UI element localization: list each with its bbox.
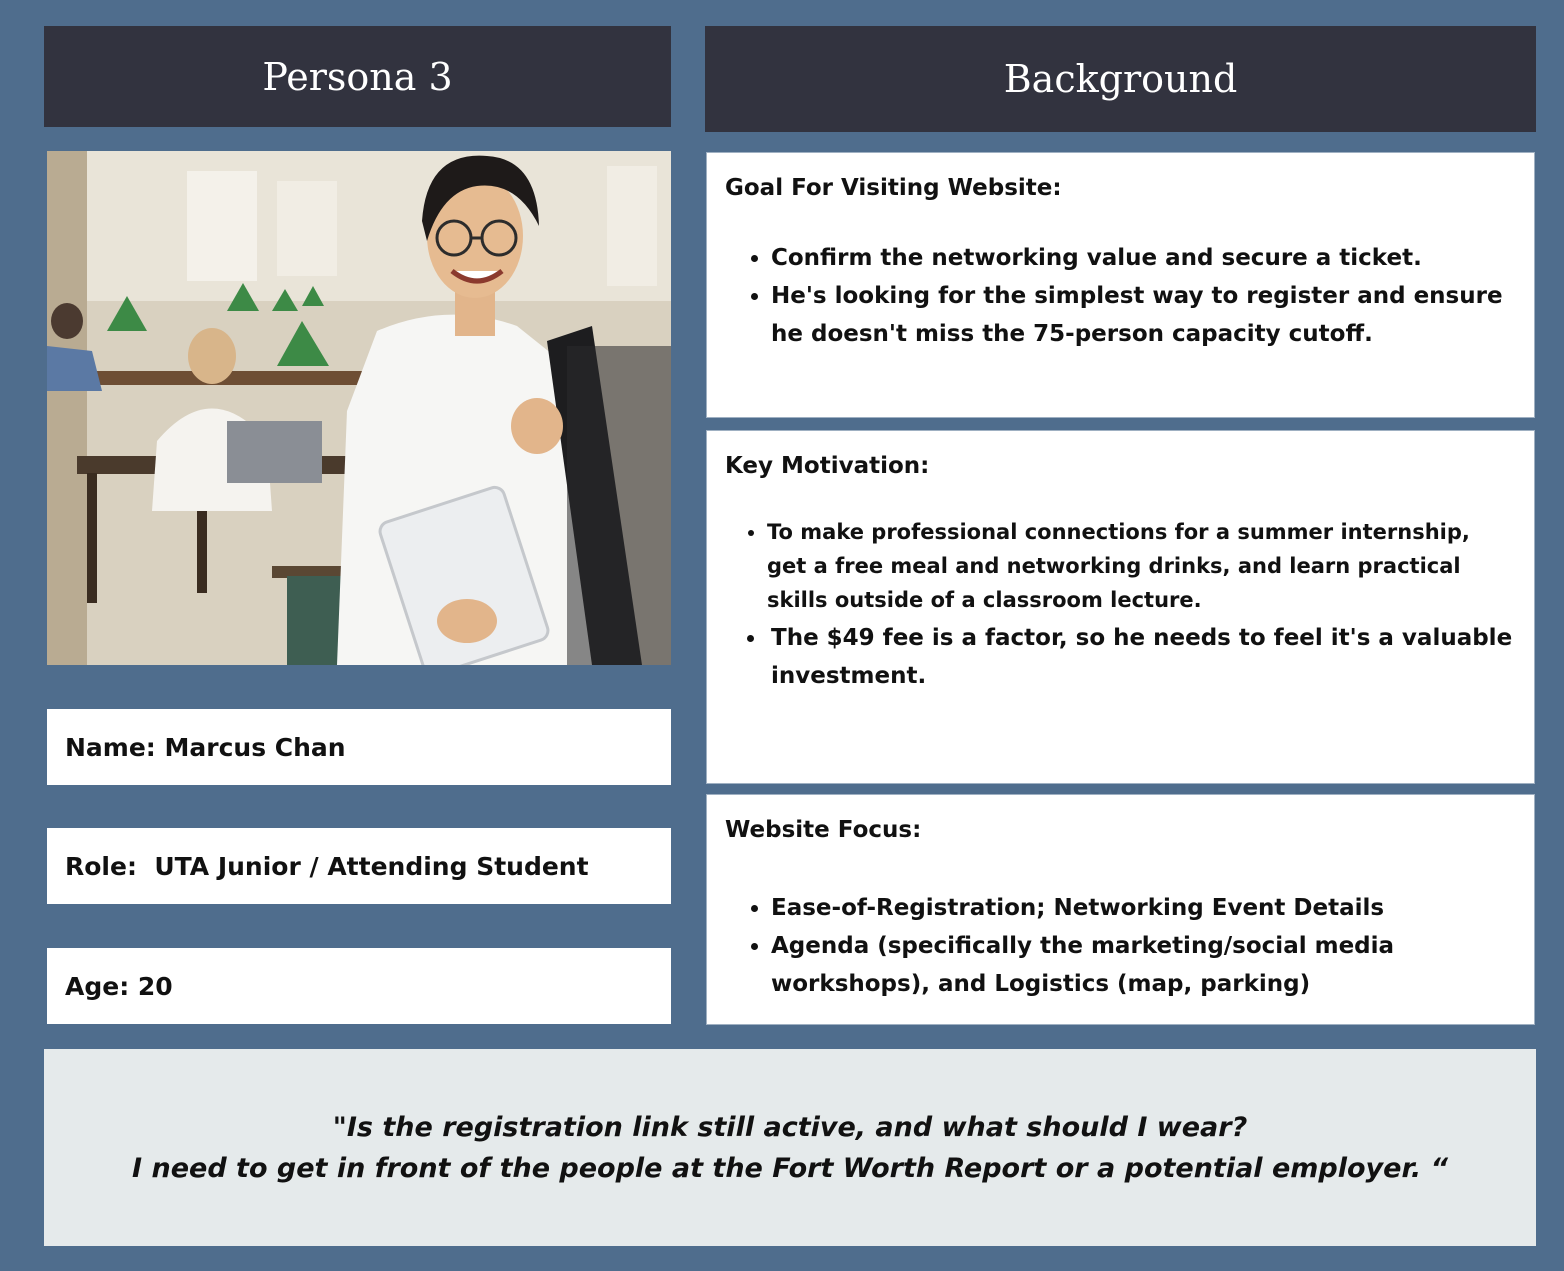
focus-card bbox=[706, 794, 1535, 1025]
list-item: • Confirm the networking value and secure a ticket. bbox=[771, 239, 1516, 277]
persona-title: Persona 3 bbox=[44, 26, 671, 127]
goal-heading: Goal For Visiting Website: bbox=[725, 175, 1062, 201]
persona-name: Name: Marcus Chan bbox=[47, 709, 671, 785]
persona-age: Age: 20 bbox=[47, 948, 671, 1024]
motivation-card bbox=[706, 430, 1535, 784]
goal-card bbox=[706, 152, 1535, 418]
quote-line: "Is the registration link still active, and what should I wear? bbox=[332, 1111, 1248, 1143]
motivation-list bbox=[725, 515, 1516, 695]
list-item: • Agenda (specifically the marketing/social media workshops), and Logistics (map, parking) bbox=[771, 927, 1516, 1003]
focus-heading: Website Focus: bbox=[725, 817, 922, 843]
list-item: • Ease-of-Registration; Networking Event Details bbox=[771, 889, 1516, 927]
focus-list bbox=[725, 889, 1516, 1003]
goal-list bbox=[725, 239, 1516, 353]
list-item: • To make professional connections for a summer internship, get a free meal and networking drinks, and learn practical skills outside of a classroom lecture. bbox=[767, 515, 1516, 617]
background-title: Background bbox=[705, 26, 1536, 132]
persona-photo bbox=[47, 151, 671, 665]
persona-role: Role: UTA Junior / Attending Student bbox=[47, 828, 671, 904]
quote-line: I need to get in front of the people at the Fort Worth Report or a potential employer. “ bbox=[132, 1152, 1448, 1184]
list-item: • He's looking for the simplest way to register and ensure he doesn't miss the 75-person capacity cutoff. bbox=[771, 277, 1516, 353]
list-item: • The $49 fee is a factor, so he needs to feel it's a valuable investment. bbox=[767, 619, 1516, 695]
persona-quote bbox=[44, 1049, 1536, 1246]
motivation-heading: Key Motivation: bbox=[725, 453, 930, 479]
